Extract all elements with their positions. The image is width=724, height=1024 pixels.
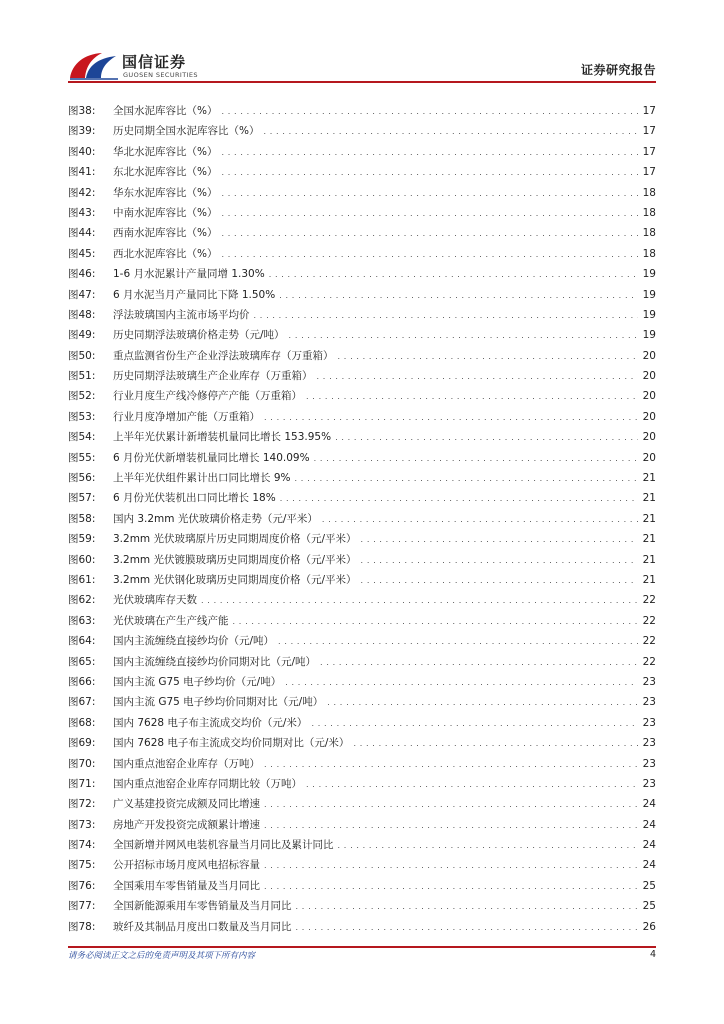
- toc-entry-page: 18: [642, 186, 656, 199]
- toc-entry[interactable]: [68, 203, 656, 223]
- toc-entry-number: 图56:: [68, 472, 96, 485]
- toc-entry-page: 19: [642, 329, 656, 342]
- toc-dot-leader: [221, 223, 638, 243]
- toc-entry[interactable]: [68, 325, 656, 345]
- toc-entry-number: 图71:: [68, 777, 96, 790]
- toc-entry-title: 国内重点池窑企业库存同期比较（万吨）: [113, 777, 302, 790]
- toc-entry-page: 25: [642, 879, 656, 892]
- toc-dot-leader: [279, 285, 638, 305]
- toc-entry-number: 图77:: [68, 900, 96, 913]
- toc-entry-page: 20: [642, 390, 656, 403]
- toc-entry[interactable]: [68, 183, 656, 203]
- toc-entry-page: 21: [642, 573, 656, 586]
- header-divider: [68, 81, 656, 83]
- toc-dot-leader: [361, 550, 638, 570]
- toc-entry-page: 20: [642, 349, 656, 362]
- toc-entry-title: 3.2mm 光伏玻璃原片历史同期周度价格（元/平米）: [113, 533, 357, 546]
- toc-entry-page: 20: [642, 410, 656, 423]
- toc-entry-page: 20: [642, 370, 656, 383]
- toc-dot-leader: [264, 754, 638, 774]
- toc-dot-leader: [322, 509, 638, 529]
- toc-dot-leader: [317, 366, 639, 386]
- toc-entry-title: 6 月份光伏新增装机量同比增长 140.09%: [113, 451, 310, 464]
- toc-entry[interactable]: [68, 529, 656, 549]
- toc-entry-title: 历史同期全国水泥库容比（%）: [113, 125, 260, 138]
- toc-entry-number: 图67:: [68, 696, 96, 709]
- toc-entry-title: 东北水泥库容比（%）: [113, 166, 218, 179]
- toc-entry[interactable]: [68, 142, 656, 162]
- toc-dot-leader: [338, 346, 639, 366]
- toc-dot-leader: [295, 468, 639, 488]
- toc-entry-title: 玻纤及其制品月度出口数量及当月同比: [113, 920, 292, 933]
- toc-entry-number: 图59:: [68, 533, 96, 546]
- toc-entry[interactable]: [68, 733, 656, 753]
- toc-entry-title: 光伏玻璃库存天数: [113, 594, 197, 607]
- toc-entry-page: 21: [642, 472, 656, 485]
- toc-dot-leader: [264, 794, 638, 814]
- toc-entry-number: 图47:: [68, 288, 96, 301]
- toc-entry-page: 23: [642, 757, 656, 770]
- toc-entry[interactable]: [68, 285, 656, 305]
- toc-dot-leader: [361, 529, 638, 549]
- toc-entry-title: 华北水泥库容比（%）: [113, 145, 218, 158]
- toc-entry-page: 23: [642, 777, 656, 790]
- toc-entry-page: 24: [642, 859, 656, 872]
- toc-entry[interactable]: [68, 305, 656, 325]
- toc-entry-title: 全国乘用车零售销量及当月同比: [113, 879, 260, 892]
- toc-entry[interactable]: [68, 366, 656, 386]
- toc-entry[interactable]: [68, 162, 656, 182]
- toc-entry-page: 23: [642, 716, 656, 729]
- toc-entry-page: 23: [642, 675, 656, 688]
- toc-entry-number: 图60:: [68, 553, 96, 566]
- toc-entry-title: 国内主流缠绕直接纱均价（元/吨）: [113, 635, 275, 648]
- toc-entry-title: 6 月份光伏装机出口同比增长 18%: [113, 492, 276, 505]
- toc-entry-page: 22: [642, 635, 656, 648]
- toc-entry-page: 24: [642, 798, 656, 811]
- toc-entry[interactable]: [68, 550, 656, 570]
- toc-entry-page: 19: [642, 288, 656, 301]
- toc-entry-page: 21: [642, 553, 656, 566]
- toc-entry-title: 西南水泥库容比（%）: [113, 227, 218, 240]
- toc-entry-number: 图48:: [68, 308, 96, 321]
- toc-entry-title: 国内重点池窑企业库存（万吨）: [113, 757, 260, 770]
- toc-entry-page: 23: [642, 696, 656, 709]
- toc-entry[interactable]: [68, 652, 656, 672]
- toc-entry-number: 图40:: [68, 145, 96, 158]
- toc-dot-leader: [221, 183, 638, 203]
- toc-entry-number: 图49:: [68, 329, 96, 342]
- toc-entry-page: 21: [642, 512, 656, 525]
- toc-entry[interactable]: [68, 590, 656, 610]
- toc-entry-title: 公开招标市场月度风电招标容量: [113, 859, 260, 872]
- toc-entry-number: 图54:: [68, 431, 96, 444]
- toc-dot-leader: [327, 692, 638, 712]
- toc-dot-leader: [320, 652, 638, 672]
- toc-entry[interactable]: [68, 855, 656, 875]
- toc-entry-title: 上半年光伏组件累计出口同比增长 9%: [113, 472, 291, 485]
- toc-entry[interactable]: [68, 672, 656, 692]
- brand-name-en: GUOSEN SECURITIES: [123, 71, 198, 79]
- toc-dot-leader: [264, 815, 638, 835]
- toc-entry-number: 图52:: [68, 390, 96, 403]
- toc-entry[interactable]: [68, 407, 656, 427]
- toc-dot-leader: [306, 774, 638, 794]
- toc-entry-number: 图68:: [68, 716, 96, 729]
- toc-entry-number: 图50:: [68, 349, 96, 362]
- toc-entry[interactable]: [68, 876, 656, 896]
- toc-entry-page: 20: [642, 451, 656, 464]
- toc-dot-leader: [285, 672, 638, 692]
- toc-dot-leader: [278, 631, 638, 651]
- guosen-logo-mark-icon: [68, 50, 120, 82]
- toc-dot-leader: [296, 896, 639, 916]
- toc-entry[interactable]: [68, 692, 656, 712]
- toc-entry-page: 21: [642, 533, 656, 546]
- toc-entry-title: 华东水泥库容比（%）: [113, 186, 218, 199]
- toc-entry-number: 图53:: [68, 410, 96, 423]
- toc-entry-page: 26: [642, 920, 656, 933]
- toc-entry-number: 图41:: [68, 166, 96, 179]
- toc-entry[interactable]: [68, 101, 656, 121]
- toc-entry-title: 6 月水泥当月产量同比下降 1.50%: [113, 288, 276, 301]
- toc-entry-number: 图66:: [68, 675, 96, 688]
- toc-dot-leader: [353, 733, 638, 753]
- toc-entry-title: 3.2mm 光伏镀膜玻璃历史同期周度价格（元/平米）: [113, 553, 357, 566]
- toc-entry-title: 国内主流 G75 电子纱均价同期对比（元/吨）: [113, 696, 324, 709]
- toc-entry[interactable]: [68, 448, 656, 468]
- toc-entry-page: 24: [642, 839, 656, 852]
- toc-entry-number: 图51:: [68, 370, 96, 383]
- toc-entry-page: 18: [642, 227, 656, 240]
- toc-dot-leader: [335, 427, 638, 447]
- toc-entry-title: 光伏玻璃在产生产线产能: [113, 614, 229, 627]
- toc-entry-page: 17: [642, 145, 656, 158]
- toc-entry-number: 图44:: [68, 227, 96, 240]
- toc-entry[interactable]: [68, 264, 656, 284]
- toc-entry[interactable]: [68, 386, 656, 406]
- report-type-label: 证券研究报告: [580, 63, 656, 77]
- toc-entry-number: 图38:: [68, 105, 96, 117]
- toc-entry-number: 图61:: [68, 573, 96, 586]
- toc-dot-leader: [264, 876, 638, 896]
- toc-entry-number: 图75:: [68, 859, 96, 872]
- toc-entry-number: 图42:: [68, 186, 96, 199]
- toc-entry-title: 3.2mm 光伏钢化玻璃历史同期周度价格（元/平米）: [113, 573, 357, 586]
- toc-entry[interactable]: [68, 244, 656, 264]
- toc-dot-leader: [264, 855, 638, 875]
- toc-entry-title: 历史同期浮法玻璃生产企业库存（万重箱）: [113, 370, 313, 383]
- toc-entry-page: 24: [642, 818, 656, 831]
- toc-dot-leader: [221, 162, 638, 182]
- toc-entry[interactable]: [68, 611, 656, 631]
- disclaimer-text: 请务必阅读正文之后的免责声明及其项下所有内容: [68, 951, 256, 961]
- toc-entry[interactable]: [68, 570, 656, 590]
- toc-entry-number: 图74:: [68, 839, 96, 852]
- toc-entry[interactable]: [68, 896, 656, 916]
- toc-entry[interactable]: [68, 488, 656, 508]
- toc-dot-leader: [221, 244, 638, 264]
- toc-entry-title: 行业月度生产线冷修停产产能（万重箱）: [113, 390, 302, 403]
- toc-entry[interactable]: [68, 835, 656, 855]
- toc-entry[interactable]: [68, 468, 656, 488]
- toc-entry-number: 图45:: [68, 247, 96, 260]
- toc-entry-number: 图65:: [68, 655, 96, 668]
- page-number: 4: [649, 949, 656, 960]
- toc-entry-number: 图78:: [68, 920, 96, 933]
- toc-entry-number: 图64:: [68, 635, 96, 648]
- toc-entry-title: 西北水泥库容比（%）: [113, 247, 218, 260]
- footer-divider: [68, 946, 656, 948]
- toc-entry-title: 房地产开发投资完成额累计增速: [113, 818, 260, 831]
- toc-entry[interactable]: [68, 121, 656, 141]
- toc-entry-title: 中南水泥库容比（%）: [113, 206, 218, 219]
- toc-entry-page: 25: [642, 900, 656, 913]
- toc-entry-page: 20: [642, 431, 656, 444]
- toc-entry[interactable]: [68, 917, 656, 937]
- toc-entry-number: 图58:: [68, 512, 96, 525]
- toc-dot-leader: [233, 611, 639, 631]
- toc-dot-leader: [280, 488, 638, 508]
- toc-entry-title: 国内主流缠绕直接纱均价同期对比（元/吨）: [113, 655, 317, 668]
- toc-entry-page: 21: [642, 492, 656, 505]
- toc-dot-leader: [314, 448, 638, 468]
- toc-entry-title: 全国新增并网风电装机容量当月同比及累计同比: [113, 839, 334, 852]
- toc-entry-page: 17: [642, 166, 656, 179]
- toc-dot-leader: [264, 407, 638, 427]
- toc-entry-title: 国内 7628 电子布主流成交均价（元/米）: [113, 716, 308, 729]
- toc-dot-leader: [221, 142, 638, 162]
- brand-name-cn: 国信证券: [122, 53, 187, 71]
- toc-entry-number: 图73:: [68, 818, 96, 831]
- toc-entry[interactable]: [68, 346, 656, 366]
- toc-entry[interactable]: [68, 713, 656, 733]
- toc-entry[interactable]: [68, 815, 656, 835]
- toc-entry-page: 22: [642, 614, 656, 627]
- toc-entry-number: 图69:: [68, 737, 96, 750]
- page-header: [0, 0, 724, 88]
- toc-entry-number: 图46:: [68, 268, 96, 281]
- toc-dot-leader: [306, 386, 638, 406]
- toc-entry-title: 国内主流 G75 电子纱均价（元/吨）: [113, 675, 282, 688]
- toc-dot-leader: [311, 713, 638, 733]
- toc-entry-page: 19: [642, 268, 656, 281]
- toc-dot-leader: [254, 305, 639, 325]
- toc-entry-number: 图62:: [68, 594, 96, 607]
- toc-entry[interactable]: [68, 794, 656, 814]
- toc-entry-number: 图55:: [68, 451, 96, 464]
- toc-entry-title: 上半年光伏累计新增装机量同比增长 153.95%: [113, 431, 332, 444]
- toc-dot-leader: [296, 917, 639, 937]
- toc-entry-title: 1-6 月水泥累计产量同增 1.30%: [113, 268, 265, 281]
- toc-entry-title: 重点监测省份生产企业浮法玻璃库存（万重箱）: [113, 349, 334, 362]
- toc-dot-leader: [289, 325, 638, 345]
- toc-entry-page: 23: [642, 737, 656, 750]
- toc-entry[interactable]: [68, 223, 656, 243]
- toc-dot-leader: [269, 264, 638, 284]
- toc-entry-page: 22: [642, 594, 656, 607]
- figure-list: [68, 101, 656, 937]
- toc-entry-page: 18: [642, 247, 656, 260]
- toc-entry-number: 图63:: [68, 614, 96, 627]
- toc-dot-leader: [201, 590, 638, 610]
- toc-entry-page: 17: [642, 105, 656, 117]
- toc-entry[interactable]: [68, 427, 656, 447]
- toc-entry-title: 全国新能源乘用车零售销量及当月同比: [113, 900, 292, 913]
- toc-entry-number: 图43:: [68, 206, 96, 219]
- toc-entry-title: 历史同期浮法玻璃价格走势（元/吨）: [113, 329, 285, 342]
- toc-entry[interactable]: [68, 754, 656, 774]
- toc-entry-title: 广义基建投资完成额及同比增速: [113, 798, 260, 811]
- toc-dot-leader: [338, 835, 639, 855]
- toc-entry-title: 国内 3.2mm 光伏玻璃价格走势（元/平米）: [113, 512, 318, 525]
- toc-dot-leader: [221, 101, 638, 121]
- toc-dot-leader: [361, 570, 638, 590]
- toc-entry[interactable]: [68, 509, 656, 529]
- toc-entry-number: 图76:: [68, 879, 96, 892]
- toc-entry[interactable]: [68, 774, 656, 794]
- toc-entry-title: 行业月度净增加产能（万重箱）: [113, 410, 260, 423]
- toc-entry-number: 图70:: [68, 757, 96, 770]
- toc-entry-page: 17: [642, 125, 656, 138]
- toc-entry-title: 浮法玻璃国内主流市场平均价: [113, 308, 250, 321]
- toc-entry-number: 图72:: [68, 798, 96, 811]
- toc-entry-number: 图39:: [68, 125, 96, 138]
- toc-entry-number: 图57:: [68, 492, 96, 505]
- toc-entry-page: 22: [642, 655, 656, 668]
- toc-entry-title: 全国水泥库容比（%）: [113, 105, 218, 117]
- toc-dot-leader: [221, 203, 638, 223]
- toc-dot-leader: [263, 121, 638, 141]
- toc-entry-title: 国内 7628 电子布主流成交均价同期对比（元/米）: [113, 737, 350, 750]
- toc-entry-page: 19: [642, 308, 656, 321]
- toc-entry-page: 18: [642, 206, 656, 219]
- toc-entry[interactable]: [68, 631, 656, 651]
